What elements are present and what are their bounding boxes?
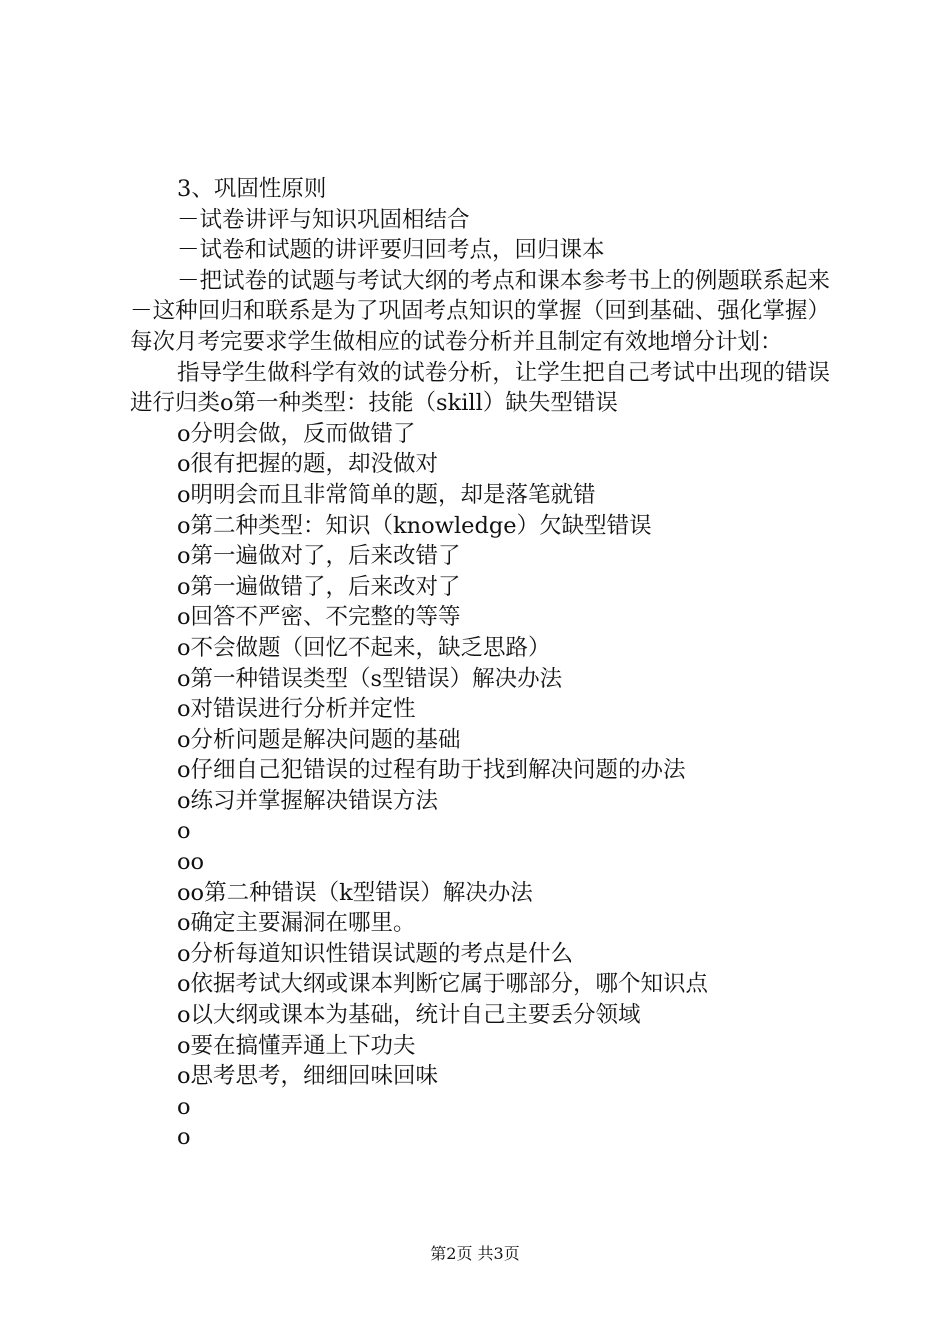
list-item: o仔细自己犯错误的过程有助于找到解决问题的办法 [177, 757, 686, 784]
list-item: o [177, 1124, 191, 1151]
list-item: o确定主要漏洞在哪里。 [177, 910, 416, 937]
list-item: o第二种类型：知识（knowledge）欠缺型错误 [177, 512, 652, 539]
paragraph: 指导学生做科学有效的试卷分析，让学生把自己考试中出现的错误进行归类o第一种类型：技能（skill）缺失型错误 [130, 359, 830, 417]
paragraph: －把试卷的试题与考试大纲的考点和课本参考书上的例题联系起来－这种回归和联系是为了巩固考点知识的掌握（回到基础、强化掌握）每次月考完要求学生做相应的试卷分析并且制定有效地增分计划： [130, 267, 830, 355]
text-line: －试卷讲评与知识巩固相结合 [177, 206, 470, 233]
list-item: o第一种错误类型（s型错误）解决办法 [177, 665, 563, 692]
list-item: o [177, 1093, 191, 1120]
heading-consolidation-principle: 3、巩固性原则 [177, 176, 327, 202]
list-item: o分析每道知识性错误试题的考点是什么 [177, 940, 574, 967]
list-item: o第一遍做对了，后来改错了 [177, 543, 461, 570]
list-item: o回答不严密、不完整的等等 [177, 604, 461, 631]
list-item: o第一遍做错了，后来改对了 [177, 573, 461, 600]
list-item: o明明会而且非常简单的题，却是落笔就错 [177, 481, 596, 508]
list-item: o分析问题是解决问题的基础 [177, 726, 461, 753]
list-item: o以大纲或课本为基础，统计自己主要丢分领域 [177, 1002, 641, 1029]
list-item: o练习并掌握解决错误方法 [177, 787, 439, 814]
list-item: o思考思考，细细回味回味 [177, 1063, 439, 1090]
list-item: o分明会做，反而做错了 [177, 420, 416, 447]
page-footer [0, 1244, 950, 1264]
document-body [130, 174, 830, 1153]
list-item: o很有把握的题，却没做对 [177, 451, 439, 478]
list-item: o [177, 818, 191, 845]
list-item: o要在搞懂弄通上下功夫 [177, 1032, 416, 1059]
page-number-label: 第2页 共3页 [430, 1244, 520, 1263]
list-item: o不会做题（回忆不起来，缺乏思路） [177, 634, 551, 661]
text-line: －试卷和试题的讲评要归回考点，回归课本 [177, 237, 605, 264]
list-item: o依据考试大纲或课本判断它属于哪部分，哪个知识点 [177, 971, 709, 998]
list-item: oo第二种错误（k型错误）解决办法 [177, 879, 533, 906]
list-item: o对错误进行分析并定性 [177, 696, 416, 723]
list-item: oo [177, 849, 205, 876]
